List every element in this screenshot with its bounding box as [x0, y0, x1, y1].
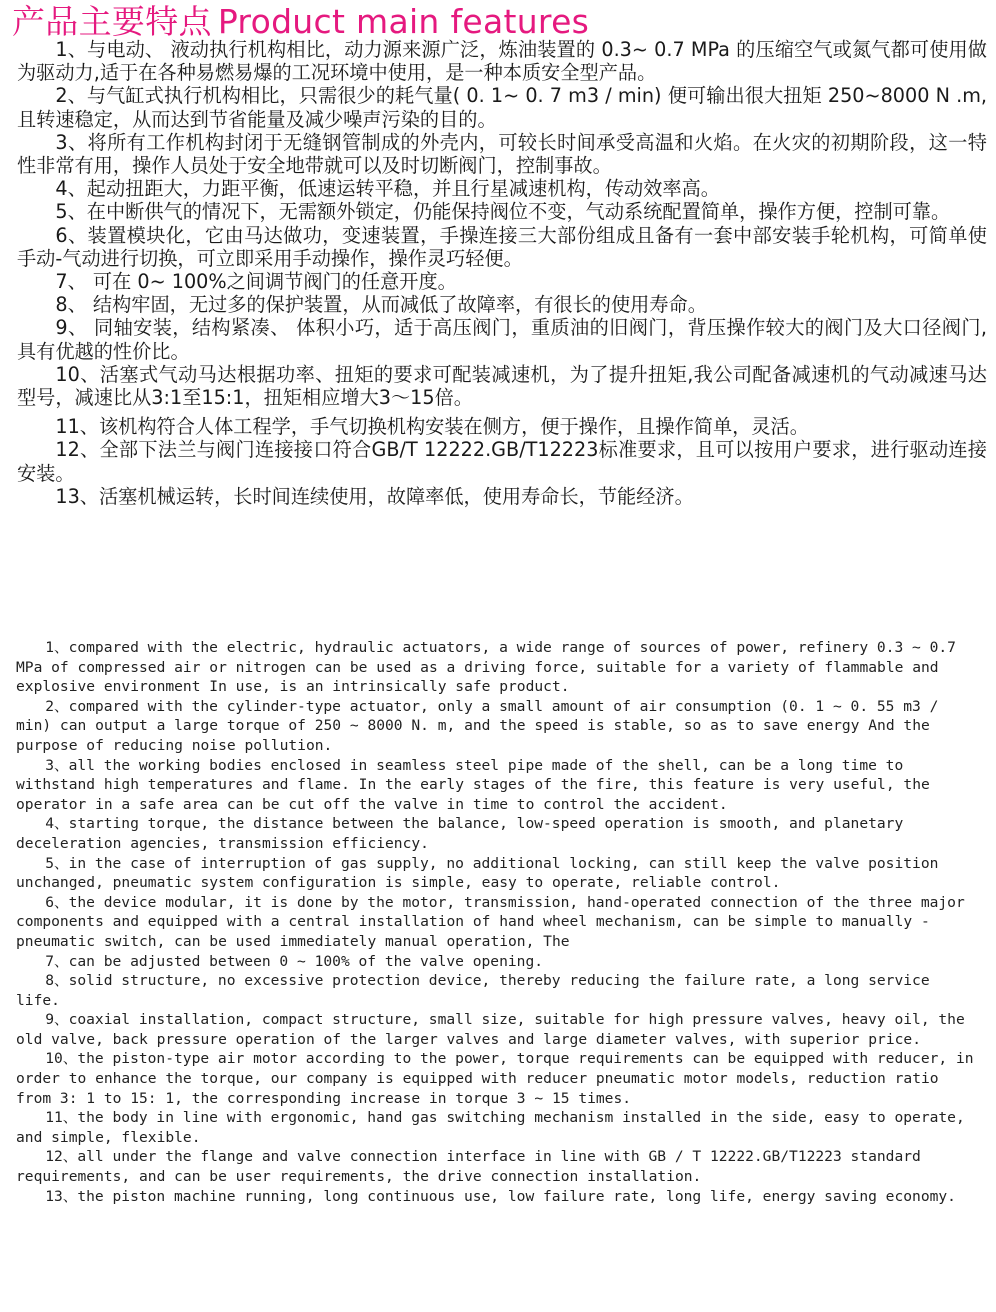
zh-feature-item: 12、全部下法兰与阀门连接接口符合GB/T 12222.GB/T12223标准要求，且可以按用户要求，进行驱动连接安装。	[17, 438, 987, 485]
en-feature-item: 3、all the working bodies enclosed in seamless steel pipe made of the shell, can be a long time to withstand high temperatures and flame. In the early stages of the fire, this feature is very useful, the operator in a safe area can be cut off the valve in time to control the accident.	[16, 756, 930, 813]
zh-feature-item: 6、装置模块化，它由马达做功，变速装置，手操连接三大部份组成且备有一套中部安装手轮机构，可简单使手动-气动进行切换，可立即采用手动操作，操作灵巧轻便。	[17, 223, 987, 270]
zh-feature-item: 2、与气缸式执行机构相比，只需很少的耗气量( 0. 1~ 0. 7 m3 / min) 便可输出很大扭矩 250~8000 N .m, 且转速稳定，从而达到节省能量及减少噪声污染的目的。	[17, 84, 987, 131]
zh-feature-item: 4、起动扭距大，力距平衡，低速运转平稳，并且行星减速机构，传动效率高。	[55, 177, 720, 201]
zh-feature-item: 9、 同轴安装，结构紧凑、 体积小巧，适于高压阀门，重质油的旧阀门，背压操作较大的阀门及大口径阀门,具有优越的性价比。	[17, 316, 987, 363]
page-title-en: Product main features	[217, 2, 590, 41]
en-feature-list	[16, 638, 982, 1206]
en-feature-item: 8、solid structure, no excessive protection device, thereby reducing the failure rate, a long service life.	[16, 972, 930, 1009]
en-feature-item: 4、starting torque, the distance between the balance, low-speed operation is smooth, and planetary deceleration agencies, transmission efficiency.	[16, 815, 904, 852]
en-feature-item: 2、compared with the cylinder-type actuator, only a small amount of air consumption (0. 1 ~ 0. 55 m3 / min) can output a large torque of 250 ~ 8000 N. m, and the speed is stable, so as to save energy And the purpose of reducing noise pollution.	[16, 697, 939, 754]
en-feature-item: 6、the device modular, it is done by the motor, transmission, hand-operated connection of the three major components and equipped with a central installation of hand wheel mechanism, can be simple to manually - pneumatic switch, can be used immediately manual operation, The	[16, 893, 965, 950]
en-feature-item: 12、all under the flange and valve connection interface in line with GB / T 12222.GB/T12223 standard requirements, and can be user requirements, the drive connection installation.	[16, 1148, 921, 1186]
zh-feature-item: 5、在中断供气的情况下，无需额外锁定，仍能保持阀位不变，气动系统配置简单，操作方便，控制可靠。	[55, 200, 951, 224]
zh-feature-item: 8、 结构牢固，无过多的保护装置，从而减低了故障率，有很长的使用寿命。	[55, 293, 707, 317]
en-feature-item: 9、coaxial installation, compact structure, small size, suitable for high pressure valves, heavy oil, the old valve, back pressure operation of the larger valves and large diameter valves, with superior price.	[16, 1011, 965, 1048]
en-feature-item: 13、the piston machine running, long continuous use, low failure rate, long life, energy saving economy.	[45, 1187, 956, 1205]
zh-feature-item: 13、活塞机械运转，长时间连续使用，故障率低，使用寿命长，节能经济。	[55, 484, 694, 508]
page-title-zh: 产品主要特点	[12, 2, 212, 41]
zh-feature-item: 1、与电动、 液动执行机构相比，动力源来源广泛，炼油装置的 0.3~ 0.7 MPa 的压缩空气或氮气都可使用做为驱动力,适于在各种易燃易爆的工况环境中使用，是一种本质安全型产品。	[17, 38, 987, 85]
en-feature-item: 7、can be adjusted between 0 ~ 100% of the valve opening.	[45, 952, 544, 970]
zh-feature-item: 11、该机构符合人体工程学，手气切换机构安装在侧方，便于操作，且操作简单，灵活。	[55, 415, 809, 439]
en-feature-item: 11、the body in line with ergonomic, hand gas switching mechanism installed in the side, easy to operate, and simple, flexible.	[16, 1109, 965, 1146]
en-feature-item: 1、compared with the electric, hydraulic actuators, a wide range of sources of power, refinery 0.3 ~ 0.7 MPa of compressed air or nitrogen can be used as a driving force, suitable for a variety of flammable and explosive environment In use, is an intrinsically safe product.	[16, 639, 956, 696]
zh-feature-list	[17, 38, 987, 508]
en-feature-item: 10、the piston-type air motor according to the power, torque requirements can be equipped with reducer, in order to enhance the torque, our company is equipped with reducer pneumatic motor models, reduction ratio from 3: 1 to 15: 1, the corresponding increase in torque 3 ~ 15 times.	[16, 1050, 974, 1107]
en-feature-item: 5、in the case of interruption of gas supply, no additional locking, can still keep the valve position unchanged, pneumatic system configuration is simple, easy to operate, reliable control.	[16, 854, 939, 892]
zh-feature-item: 10、活塞式气动马达根据功率、扭矩的要求可配装减速机，为了提升扭矩,我公司配备减速机的气动减速马达型号，减速比从3:1至15:1，扭矩相应增大3～15倍。	[17, 362, 987, 410]
zh-feature-item: 7、 可在 0~ 100%之间调节阀门的任意开度。	[55, 270, 457, 294]
zh-feature-item: 3、将所有工作机构封闭于无缝钢管制成的外壳内，可较长时间承受高温和火焰。在火灾的初期阶段，这一特性非常有用，操作人员处于安全地带就可以及时切断阀门，控制事故。	[17, 130, 987, 178]
